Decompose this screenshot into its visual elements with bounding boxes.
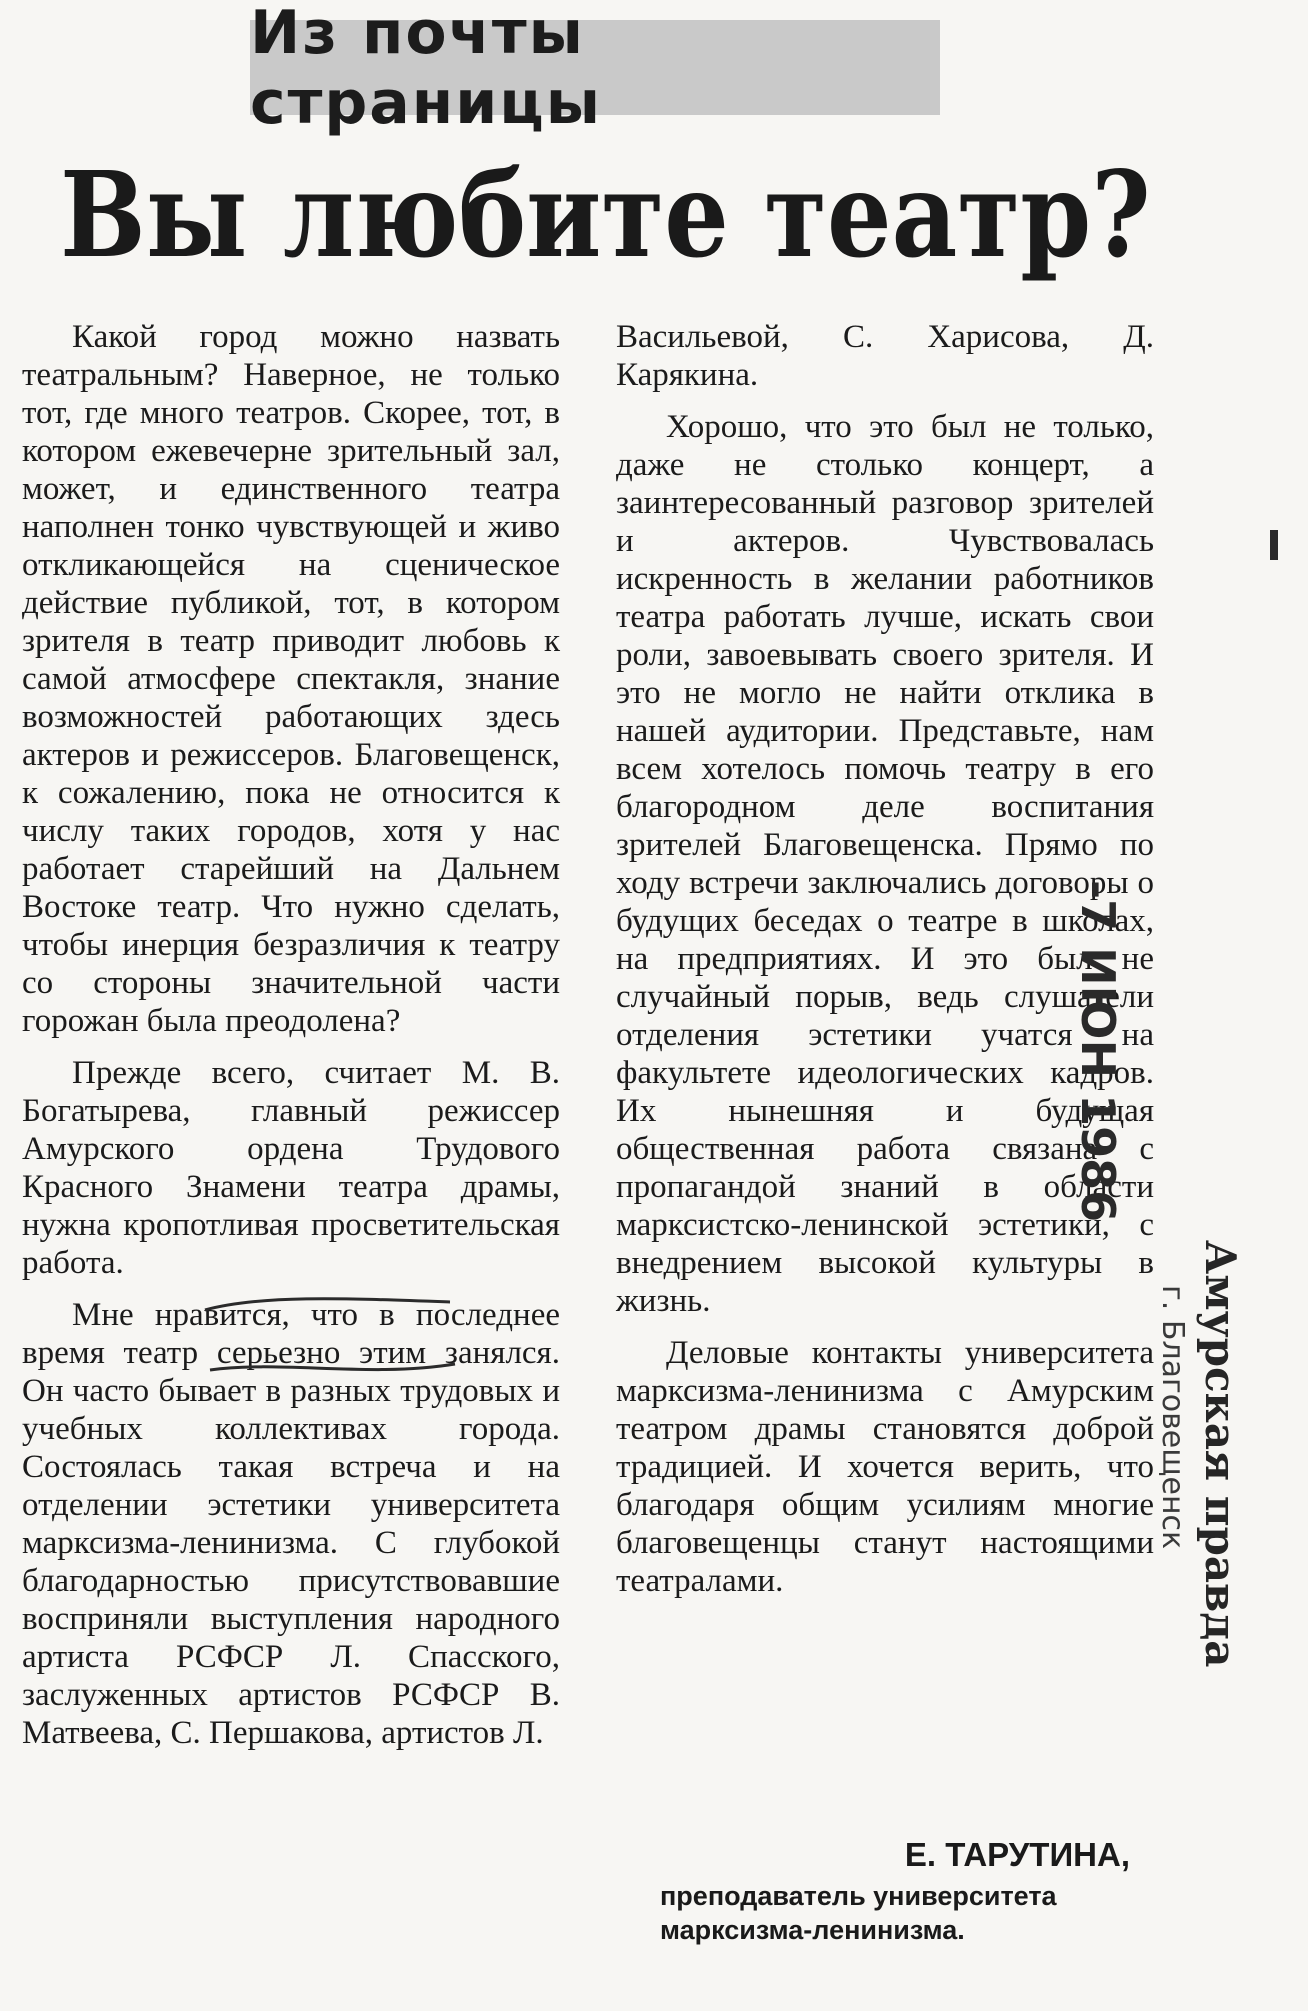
date-stamp: -7 ИЮН 1986 [1071, 880, 1125, 1223]
paragraph: Васильевой, С. Харисова, Д. Карякина. [616, 319, 1154, 393]
headline: Вы любите театр? [60, 145, 1151, 284]
author-name: Е. ТАРУТИНА, [904, 1836, 1130, 1873]
author-title: преподаватель университета марксизма-ленинизма. [660, 1881, 1057, 1945]
rubric-text: Из почты страницы [250, 0, 603, 138]
paragraph: Деловые контакты университета марксизма-ленинизма с Амурским театром драмы становятся доброй традицией. И хочется верить, что благодаря общим усилиям многие благовещенцы станут настоящими театралами. [616, 1335, 1154, 1599]
rubric-banner [250, 0, 940, 138]
city-stamp: г. Благовещенск [1155, 1285, 1190, 1550]
newspaper-name-stamp: Амурская правда [1196, 1240, 1245, 1668]
paragraph: Прежде всего, считает М. В. Богатырева, главный режиссер Амурского ордена Трудового Красного Знамени театра драмы, нужна кропотливая просветительская работа. [22, 1055, 560, 1281]
paragraph: Мне нравится, что в последнее время театр серьезно этим занялся. Он часто бывает в разных трудовых и учебных коллективах города. Состоялась такая встреча и на отделении эстетики университета марксизма-ленинизма. С глубокой благодарностью присутствовавшие восприняли выступления народного артиста РСФСР Л. Спасского, заслуженных артистов РСФСР В. Матвеева, С. Першакова, артистов Л. [22, 1297, 560, 1751]
paragraph: Какой город можно назвать театральным? Наверное, не только тот, где много театров. Скорее, тот, в котором ежевечерне зрительный зал, может, и единственного театра наполнен тонко чувствующей и живо откликающейся на сценическое действие публикой, тот, в котором зрителя в театр приводит любовь к самой атмосфере спектакля, знание возможностей работающих здесь актеров и режиссеров. Благовещенск, к сожалению, пока не относится к числу таких городов, хотя у нас работает старейший на Дальнем Востоке театр. Что нужно сделать, чтобы инерция безразличия к театру со стороны значительной части горожан была преодолена? [22, 319, 560, 1039]
edge-mark [1270, 530, 1278, 560]
article-column-left [22, 318, 560, 1766]
paragraph: Хорошо, что это был не только, даже не столько концерт, а заинтересованный разговор зрителей и актеров. Чувствовалась искренность в желании работников театра работать лучше, искать свои роли, завоевывать своего зрителя. И это не могло не найти отклика в нашей аудитории. Представьте, нам всем хотелось помочь театру в его благородном деле воспитания зрителей Благовещенска. Прямо по ходу встречи заключались договоры о будущих беседах о театре в школах, на предприятиях. И это был не случайный порыв, ведь слушатели отделения эстетики учатся на факультете идеологических кадров. Их нынешняя и будущая общественная работа связана с пропагандой знаний в области марксистско-ленинской эстетики, с внедрением высокой культуры в жизнь. [616, 409, 1154, 1319]
pen-underline-mark [200, 1290, 460, 1380]
author-signature [660, 1835, 1130, 1947]
